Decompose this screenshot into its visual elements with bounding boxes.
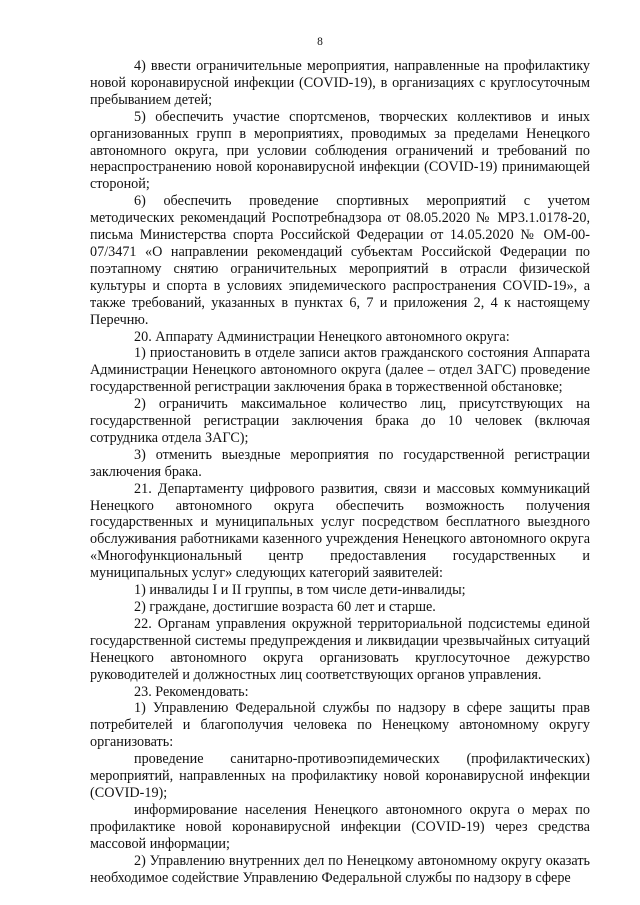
paragraph-20-item-3: 3) отменить выездные мероприятия по государственной регистрации заключения брака. [90,446,590,480]
paragraph-23-item-2: 2) Управлению внутренних дел по Ненецкому автономному округу оказать необходимое содействие Управлению Федеральной службы по надзору в сфере [90,852,590,886]
page-number: 8 [317,36,323,48]
paragraph-item-5: 5) обеспечить участие спортсменов, творческих коллективов и иных организованных групп в мероприятиях, проводимых за пределами Ненецкого автономного округа, при условии соблюдения ограничений и требований по нераспространению новой коронавирусной инфекции (COVID-19) принимающей стороной; [90,108,590,193]
paragraph-section-23: 23. Рекомендовать: [134,683,249,700]
paragraph-20-item-1: 1) приостановить в отделе записи актов гражданского состояния Аппарата Администрации Ненецкого автономного округа (далее – отдел ЗАГС) проведение государственной регистрации заключения брака в торжественной обстановке; [90,345,590,396]
document-body [90,58,590,886]
paragraph-section-20: 20. Аппарату Администрации Ненецкого автономного округа: [134,328,510,345]
paragraph-item-4: 4) ввести ограничительные мероприятия, направленные на профилактику новой коронавирусной инфекции (COVID-19), в организациях с круглосуточным пребыванием детей; [90,58,590,108]
paragraph-21-item-2: 2) граждане, достигшие возраста 60 лет и старше. [134,599,436,615]
paragraph-23-sub-2: информирование населения Ненецкого автономного округа о мерах по профилактике новой коронавирусной инфекции (COVID-19) через средства массовой информации; [90,801,590,852]
paragraph-section-21: 21. Департаменту цифрового развития, связи и массовых коммуникаций Ненецкого автономного округа обеспечить возможность получения государственных и муниципальных услуг посредством бесплатного выездного обслуживания работниками казенного учреждения Ненецкого автономного округа «Многофункциональный центр предоставления государственных и муниципальных услуг» следующих категорий заявителей: [90,480,590,582]
paragraph-23-item-1: 1) Управлению Федеральной службы по надзору в сфере защиты прав потребителей и благополучия человека по Ненецкому автономному округу организовать: [90,700,590,751]
paragraph-20-item-2: 2) ограничить максимальное количество лиц, присутствующих на государственной регистрации заключения брака до 10 человек (включая сотрудника отдела ЗАГС); [90,396,590,446]
paragraph-section-22: 22. Органам управления окружной территориальной подсистемы единой государственной системы предупреждения и ликвидации чрезвычайных ситуаций Ненецкого автономного округа организовать круглосуточное дежурство руководителей и должностных лиц соответствующих органов управления. [90,615,590,683]
paragraph-item-6: 6) обеспечить проведение спортивных мероприятий с учетом методических рекомендаций Роспотребнадзора от 08.05.2020 № МР3.1.0178-20, письма Министерства спорта Российской Федерации от 14.05.2020 № ОМ-00-07/3471 «О направлении рекомендаций субъектам Российской Федерации по поэтапному снятию ограничительных мероприятий в отрасли физической культуры и спорта в условиях эпидемического распространения COVID-19», а также требований, указанных в пунктах 6, 7 и приложения 2, 4 к настоящему Перечню. [90,193,590,328]
paragraph-21-item-1: 1) инвалиды I и II группы, в том числе дети-инвалиды; [134,582,466,599]
paragraph-23-sub-1: проведение санитарно-противоэпидемических (профилактических) мероприятий, направленных на профилактику новой коронавирусной инфекции (COVID-19); [90,751,590,801]
